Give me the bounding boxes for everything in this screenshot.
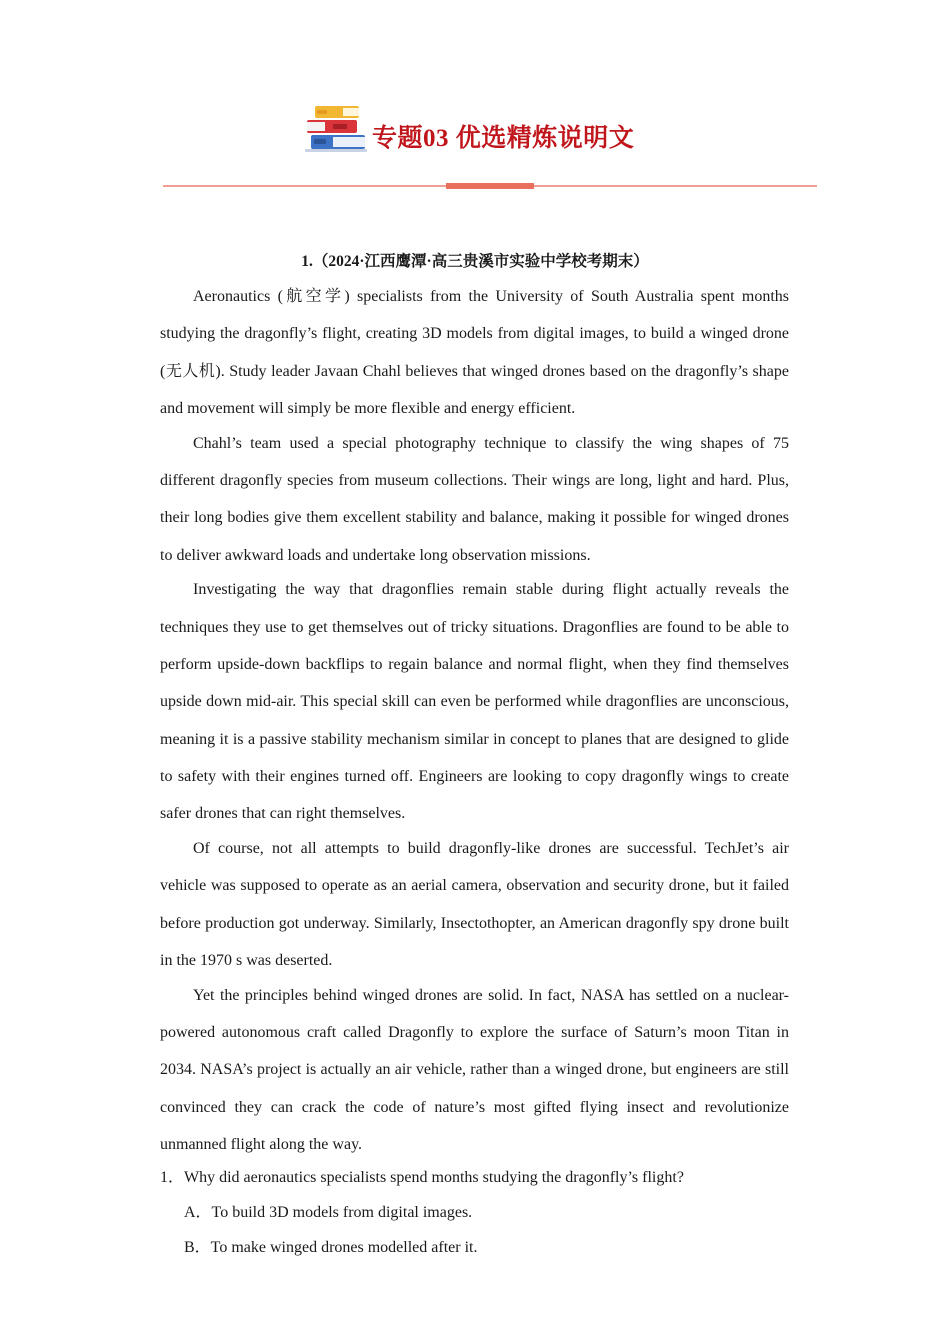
stack-of-books-icon bbox=[303, 104, 367, 154]
reading-passage bbox=[160, 278, 789, 1163]
page-header bbox=[0, 100, 950, 160]
question-stem: 1．Why did aeronautics specialists spend months studying the dragonfly’s flight? bbox=[160, 1169, 684, 1186]
answer-option-a: A．To build 3D models from digital images. bbox=[184, 1204, 473, 1221]
passage-paragraph: Of course, not all attempts to build dragonfly-like drones are successful. TechJet’s air vehicle was supposed to operate as an aerial camera, observation and security drone, but it failed before production got underway. Similarly, Insectothopter, an American dragonfly spy drone built in the 1970 s was deserted. bbox=[160, 839, 789, 969]
page-title: 专题03 优选精炼说明文 bbox=[372, 125, 635, 152]
passage-paragraph: Aeronautics (航空学) specialists from the University of South Australia spent months studying the dragonfly’s flight, creating 3D models from digital images, to build a winged drone (无人机). Study leader Javaan Chahl believes that winged drones based on the dragonfly’s shape and movement will simply be more flexible and energy efficient. bbox=[160, 288, 789, 417]
passage-paragraph: Chahl’s team used a special photography technique to classify the wing shapes of 75 different dragonfly species from museum collections. Their wings are long, light and hard. Plus, their long bodies give them excellent stability and balance, making it possible for winged drones to deliver awkward loads and undertake long observation missions. bbox=[160, 434, 789, 564]
header-divider-accent bbox=[446, 183, 534, 189]
answer-option-b: B．To make winged drones modelled after it. bbox=[184, 1239, 478, 1256]
passage-paragraph: Investigating the way that dragonflies remain stable during flight actually reveals the techniques they use to get themselves out of tricky situations. Dragonflies are found to be able to perform upside-down backflips to regain balance and normal flight, when they find themselves upside down mid-air. This special skill can even be performed while dragonflies are unconscious, meaning it is a passive stability mechanism similar in concept to planes that are designed to glide to safety with their engines turned off. Engineers are looking to copy dragonfly wings to create safer drones that can right themselves. bbox=[160, 581, 789, 823]
passage-paragraph: Yet the principles behind winged drones are solid. In fact, NASA has settled on a nuclear-powered autonomous craft called Dragonfly to explore the surface of Saturn’s moon Titan in 2034. NASA’s project is actually an air vehicle, rather than a winged drone, but engineers are still convinced they can crack the code of nature’s most gifted flying insect and revolutionize unmanned flight along the way. bbox=[160, 986, 789, 1153]
question-source: 1.（2024·江西鹰潭·高三贵溪市实验中学校考期末） bbox=[301, 253, 649, 270]
